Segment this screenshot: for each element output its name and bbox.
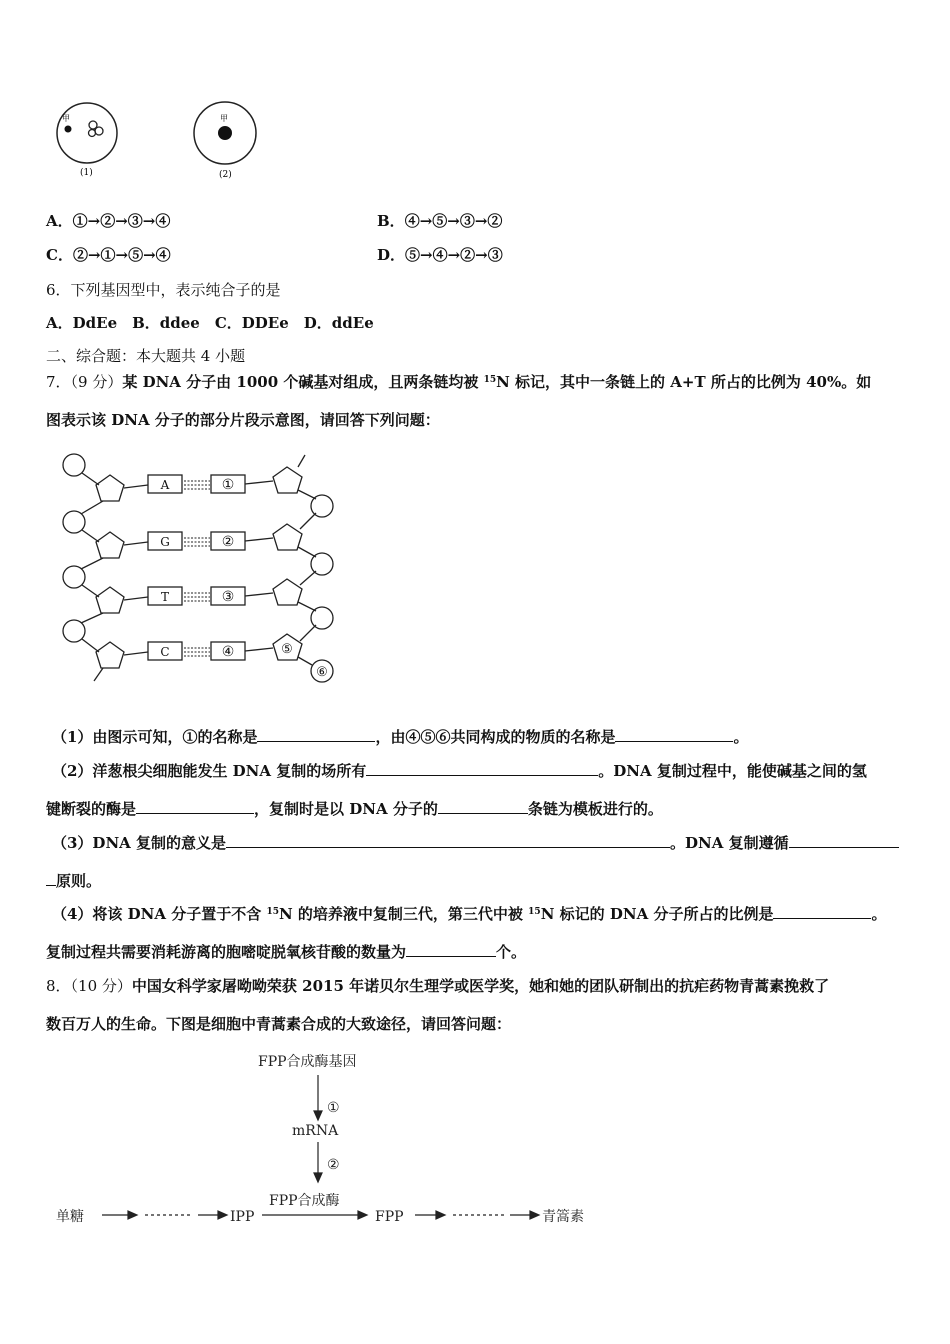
phosphate-label-6: ⑥ [316,665,328,680]
pair-label-4: ④ [221,644,235,660]
cell-2-caption: (2) [219,170,232,180]
q7-stem-line1: 7．（9 分）某 DNA 分子由 1000 个碱基对组成，且两条链均被 $^{15}$N 标记，其中一条链上的 A+T 所占的比例为 40%。如 [46,373,872,391]
q8-stem-line2: 数百万人的生命。下图是细胞中青蒿素合成的大致途径，请回答问题： [46,1015,512,1033]
cell-1 [57,103,117,178]
dna-ladder-figure [58,445,348,695]
pathway-fpp: FPP [375,1209,404,1225]
cell-2 [194,102,256,180]
cell-1-caption: (1) [80,168,93,178]
pathway-step1: ① [327,1100,340,1116]
q7-part4-line2: 复制过程共需要消耗游离的胞嘧啶脱氧核苷酸的数量为 个。 [46,943,527,961]
q5-option-c: C．②→①→⑤→④ [46,246,171,264]
section-2-heading: 二、综合题：本大题共 4 小题 [46,347,246,365]
base-t: T [160,590,170,604]
pathway-sugar: 单糖 [56,1209,84,1225]
pathway-ipp: IPP [230,1209,255,1225]
base-g: G [160,535,170,549]
cell-diagram-figure [45,95,275,185]
sugar-label-5: ⑤ [281,642,293,657]
q7-stem-line2: 图表示该 DNA 分子的部分片段示意图，请回答下列问题： [46,411,440,429]
q7-part3-line1: （3）DNA 复制的意义是 。DNA 复制遵循 [52,833,899,853]
cell-1-label: 甲 [62,114,70,123]
q5-option-b: B．④→⑤→③→② [377,212,503,230]
base-c: C [160,645,170,659]
q6-stem: 6．下列基因型中，表示纯合子的是 [46,281,281,299]
q7-part2-line2: 键断裂的酶是 ，复制时是以 DNA 分子的 条链为模板进行的。 [46,800,663,818]
q7-part1: （1）由图示可知，①的名称是 ，由④⑤⑥共同构成的物质的名称是 。 [52,728,749,746]
q7-part2-line1: （2）洋葱根尖细胞能发生 DNA 复制的场所有 。DNA 复制过程中，能使碱基之间的氢 [52,762,867,780]
pathway-enzyme: FPP合成酶 [269,1193,340,1209]
pathway-artemisinin: 青篙素 [542,1209,584,1225]
q5-option-a: A．①→②→③→④ [46,212,171,230]
pathway-mrna: mRNA [292,1123,339,1139]
pair-label-1: ① [221,477,235,493]
cell-2-label: 甲 [220,114,228,123]
artemisinin-pathway-figure [50,1045,610,1235]
q7-part4-line1: （4）将该 DNA 分子置于不含 $^{15}$N 的培养液中复制三代，第三代中被 $^{15}$N 标记的 DNA 分子所占的比例是 。 [52,905,887,923]
pathway-step2: ② [327,1157,340,1173]
pathway-gene: FPP合成酶基因 [258,1054,357,1070]
q5-option-d: D．⑤→④→②→③ [377,246,503,264]
q6-options: A．DdEe B．ddee C．DDEe D．ddEe [46,314,374,332]
q7-part3-line2: 原则。 [46,871,101,891]
pair-label-3: ③ [221,589,235,605]
q8-stem-line1: 8．（10 分）中国女科学家屠呦呦荣获 2015 年诺贝尔生理学或医学奖，她和她的团队研制出的抗疟药物青蒿素挽救了 [46,977,830,995]
pair-label-2: ② [221,534,235,550]
base-a: A [160,478,170,492]
